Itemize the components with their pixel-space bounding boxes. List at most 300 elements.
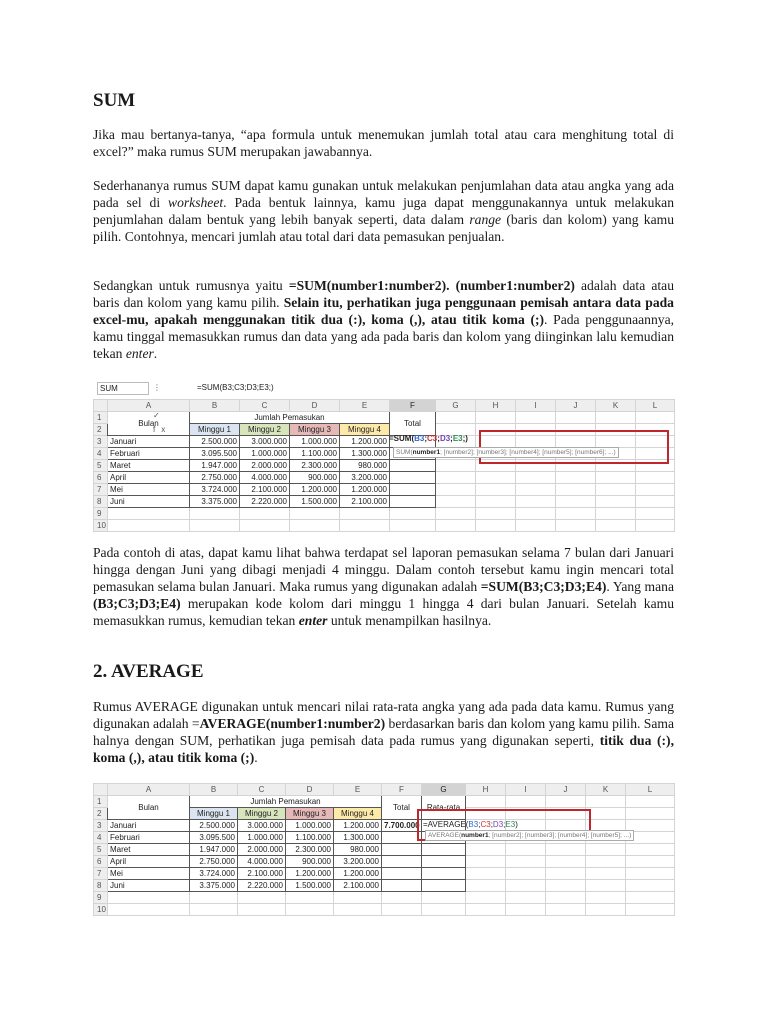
row-header[interactable]: 9: [94, 892, 108, 904]
sheet-cell[interactable]: [382, 904, 422, 916]
sheet-cell[interactable]: [436, 520, 476, 532]
paragraph-text: berdasarkan baris dan kolom yang kamu pilih. Sama halnya dengan SUM, perhatikan juga pemisah data pada rumus yang digunakan seperti,: [93, 716, 675, 748]
value-cell[interactable]: 1.000.000: [238, 832, 286, 844]
sheet-cell[interactable]: [586, 880, 626, 892]
paragraph-text: Pada contoh di atas, dapat kamu lihat bahwa terdapat sel laporan pemasukan selama 7 bulan dari Januari hingga dengan Juni yang dibagi menjadi 4 minggu. Dalam contoh tersebut kamu ingin mencari total pemasukan selama bulan Januari. Maka rumus yang digunakan adalah: [93, 545, 674, 594]
table-row: [94, 844, 675, 856]
row-header[interactable]: 7: [94, 868, 108, 880]
sheet-cell[interactable]: [340, 508, 390, 520]
total-cell[interactable]: [390, 484, 436, 496]
value-cell[interactable]: 3.375.000: [190, 496, 240, 508]
sheet-cell[interactable]: [290, 508, 340, 520]
sheet-cell[interactable]: [556, 496, 596, 508]
value-cell[interactable]: 1.000.000: [240, 448, 290, 460]
sheet-cell[interactable]: [596, 496, 636, 508]
formula-part: ;: [450, 434, 453, 443]
sheet-cell[interactable]: [636, 412, 675, 424]
formula-part: ;: [478, 820, 481, 829]
sheet-cell[interactable]: [238, 904, 286, 916]
value-cell[interactable]: 1.000.000: [290, 436, 340, 448]
paragraph-text: Sederhananya rumus SUM dapat kamu gunakan untuk melakukan penjumlahan data atau angka yang ada pada sel di: [93, 178, 674, 210]
sheet-cell[interactable]: [466, 796, 506, 808]
sheet-cell[interactable]: [466, 856, 506, 868]
column-header[interactable]: B: [190, 400, 240, 412]
week-header[interactable]: Minggu 3: [290, 424, 340, 436]
rata-cell[interactable]: [422, 880, 466, 892]
sheet-cell[interactable]: [516, 484, 556, 496]
value-cell[interactable]: 980.000: [340, 460, 390, 472]
sheet-cell[interactable]: [240, 520, 290, 532]
value-cell[interactable]: 1.300.000: [334, 832, 382, 844]
tooltip-rest: ; [number2]; [number3]; [number4]; [number5]; ...): [488, 832, 632, 839]
column-header[interactable]: K: [596, 400, 636, 412]
sheet-cell[interactable]: [636, 508, 675, 520]
sheet-cell[interactable]: [238, 892, 286, 904]
header-jumlah[interactable]: Jumlah Pemasukan: [190, 796, 382, 808]
total-cell[interactable]: [382, 880, 422, 892]
value-cell[interactable]: 2.100.000: [240, 484, 290, 496]
column-header[interactable]: I: [506, 784, 546, 796]
total-cell[interactable]: [390, 472, 436, 484]
value-cell[interactable]: 2.500.000: [190, 820, 238, 832]
sheet-cell[interactable]: [190, 508, 240, 520]
sheet-cell[interactable]: [382, 892, 422, 904]
column-header[interactable]: D: [286, 784, 334, 796]
sheet-cell[interactable]: [586, 868, 626, 880]
name-box: SUM: [97, 382, 149, 395]
column-header[interactable]: C: [240, 400, 290, 412]
column-header[interactable]: H: [476, 400, 516, 412]
formula-part: ;: [424, 434, 428, 443]
sheet-cell[interactable]: [626, 796, 675, 808]
sheet-cell[interactable]: [108, 508, 190, 520]
total-cell[interactable]: [382, 868, 422, 880]
sheet-cell[interactable]: [596, 520, 636, 532]
sheet-cell[interactable]: [596, 472, 636, 484]
value-cell[interactable]: 3.200.000: [340, 472, 390, 484]
sheet-cell[interactable]: [240, 508, 290, 520]
paragraph-text: merupakan kode kolom dari minggu 1 hingga 4 dari bulan Januari. Setelah kamu memasukkan rumus, kemudian tekan: [93, 596, 674, 628]
sheet-cell[interactable]: [626, 880, 675, 892]
sheet-cell[interactable]: [546, 796, 586, 808]
formula-part: B3: [414, 434, 425, 443]
sheet-cell[interactable]: [436, 484, 476, 496]
table-row: [94, 484, 675, 496]
formula-part: =AVERAGE(: [423, 820, 469, 829]
value-cell[interactable]: 2.750.000: [190, 472, 240, 484]
sheet-cell[interactable]: [286, 904, 334, 916]
value-cell[interactable]: 3.200.000: [334, 856, 382, 868]
row-header[interactable]: 3: [94, 436, 108, 448]
sheet-cell[interactable]: [506, 880, 546, 892]
formula-bar-icons: ⋮ ✓ fx: [153, 383, 172, 434]
bold-separator-note: Selain itu, perhatikan juga penggunaan pemisah antara data pada excel-mu, apakah menggunakan titik dua (:), koma (,), atau titik koma (;): [93, 295, 674, 327]
sheet-cell[interactable]: [516, 508, 556, 520]
cell-formula: [389, 434, 468, 443]
value-cell[interactable]: 1.500.000: [290, 496, 340, 508]
column-header[interactable]: F: [390, 400, 436, 412]
month-cell[interactable]: Mei: [108, 868, 190, 880]
sheet-grid: [93, 399, 675, 532]
row-header[interactable]: 5: [94, 460, 108, 472]
week-header[interactable]: Minggu 3: [286, 808, 334, 820]
week-header[interactable]: Minggu 1: [190, 424, 240, 436]
row-header[interactable]: 6: [94, 856, 108, 868]
sheet-cell[interactable]: [626, 904, 675, 916]
value-cell[interactable]: 4.000.000: [238, 856, 286, 868]
row-header[interactable]: 6: [94, 472, 108, 484]
bold-separator-note: titik dua (:), koma (,), atau titik koma (;): [93, 733, 674, 765]
column-header[interactable]: J: [546, 784, 586, 796]
column-header[interactable]: C: [238, 784, 286, 796]
column-header[interactable]: J: [556, 400, 596, 412]
paragraph-text: .: [153, 346, 158, 361]
sheet-cell[interactable]: [586, 904, 626, 916]
row-header[interactable]: 1: [94, 412, 108, 424]
sheet-cell[interactable]: [436, 460, 476, 472]
value-cell[interactable]: 900.000: [286, 856, 334, 868]
column-header[interactable]: I: [516, 400, 556, 412]
sheet-cell[interactable]: [516, 520, 556, 532]
tooltip-arg: number1: [461, 832, 489, 839]
row-header[interactable]: 7: [94, 484, 108, 496]
sheet-cell[interactable]: [626, 892, 675, 904]
bold-formula: AVERAGE(number1:number2): [199, 716, 386, 731]
sheet-cell[interactable]: [546, 892, 586, 904]
formula-part: E3: [452, 434, 463, 443]
value-cell[interactable]: 3.724.000: [190, 484, 240, 496]
total-cell[interactable]: [382, 832, 422, 844]
value-cell[interactable]: 1.200.000: [286, 868, 334, 880]
paragraph-text: (baris dan kolom) yang kamu pilih. Contohnya, mencari jumlah atau total dari data pemasukan penjualan.: [93, 212, 675, 244]
value-cell[interactable]: 1.200.000: [290, 484, 340, 496]
sheet-cell[interactable]: [436, 508, 476, 520]
sheet-cell[interactable]: [586, 808, 626, 820]
sheet-cell[interactable]: [626, 856, 675, 868]
paragraph-sum-formula: [93, 277, 674, 362]
sheet-cell[interactable]: [436, 412, 476, 424]
column-header[interactable]: F: [382, 784, 422, 796]
sheet-cell[interactable]: [586, 856, 626, 868]
value-cell[interactable]: 1.500.000: [286, 880, 334, 892]
sheet-cell[interactable]: [476, 472, 516, 484]
column-header[interactable]: E: [340, 400, 390, 412]
value-cell[interactable]: 4.000.000: [240, 472, 290, 484]
row-header[interactable]: 4: [94, 448, 108, 460]
row-header[interactable]: 3: [94, 820, 108, 832]
sheet-cell[interactable]: [190, 904, 238, 916]
sheet-cell[interactable]: [556, 484, 596, 496]
column-header[interactable]: E: [334, 784, 382, 796]
formula-part: ;): [462, 434, 468, 443]
paragraph-text: . Pada penggunaannya, kamu tinggal memasukkan rumus dan data yang ada pada baris dan kolom yang diinginkan lalu kemudian tekan: [93, 312, 674, 361]
value-cell[interactable]: 900.000: [290, 472, 340, 484]
sheet-cell[interactable]: [190, 892, 238, 904]
sheet-cell[interactable]: [466, 904, 506, 916]
rata-cell[interactable]: [422, 844, 466, 856]
sheet-cell[interactable]: [636, 472, 675, 484]
value-cell[interactable]: 1.947.000: [190, 460, 240, 472]
value-cell[interactable]: 2.100.000: [238, 868, 286, 880]
corner-cell: [94, 400, 108, 412]
paragraph-text: .: [254, 750, 258, 765]
paragraph-text: Rumus AVERAGE digunakan untuk mencari nilai rata-rata angka yang ada pada data kamu. Rumus yang digunakan adalah =: [93, 699, 674, 731]
column-header[interactable]: D: [290, 400, 340, 412]
paragraph-text: adalah data atau baris dan kolom yang kamu pilih.: [93, 278, 674, 310]
row-header[interactable]: 2: [94, 424, 108, 436]
sheet-cell[interactable]: [506, 892, 546, 904]
sheet-cell[interactable]: [546, 880, 586, 892]
value-cell[interactable]: 2.300.000: [286, 844, 334, 856]
sheet-cell[interactable]: [340, 520, 390, 532]
sheet-cell[interactable]: [596, 484, 636, 496]
total-cell[interactable]: [382, 844, 422, 856]
value-cell[interactable]: 1.100.000: [290, 448, 340, 460]
value-cell[interactable]: 3.000.000: [238, 820, 286, 832]
header-total[interactable]: Total: [382, 796, 422, 820]
sheet-cell[interactable]: [546, 904, 586, 916]
header-total[interactable]: Total: [390, 412, 436, 436]
column-header[interactable]: G: [436, 400, 476, 412]
month-cell[interactable]: Januari: [108, 820, 190, 832]
sheet-cell[interactable]: [506, 796, 546, 808]
value-cell[interactable]: 2.220.000: [240, 496, 290, 508]
column-header[interactable]: A: [108, 400, 190, 412]
value-cell[interactable]: 1.200.000: [334, 820, 382, 832]
value-cell[interactable]: 1.200.000: [334, 868, 382, 880]
sheet-cell[interactable]: [466, 880, 506, 892]
paragraph-sum-example: [93, 544, 674, 629]
header-bulan[interactable]: Bulan: [108, 412, 190, 436]
table-row: [94, 496, 675, 508]
paragraph-text: . Pada bentuk lainnya, kamu juga dapat menggunakannya untuk melakukan penjumlahan dalam bentuk yang lebih banyak seperti, data dalam: [93, 195, 674, 227]
header-bulan[interactable]: Bulan: [108, 796, 190, 820]
paragraph-sum-definition: [93, 177, 674, 245]
row-header[interactable]: 8: [94, 880, 108, 892]
row-header[interactable]: 2: [94, 808, 108, 820]
sheet-cell[interactable]: [422, 904, 466, 916]
column-header[interactable]: L: [636, 400, 675, 412]
value-cell[interactable]: 3.724.000: [190, 868, 238, 880]
sheet-cell[interactable]: [290, 520, 340, 532]
sheet-cell[interactable]: [436, 472, 476, 484]
month-cell[interactable]: Februari: [108, 448, 190, 460]
sheet-cell[interactable]: [334, 892, 382, 904]
week-header[interactable]: Minggu 2: [238, 808, 286, 820]
row-header[interactable]: 5: [94, 844, 108, 856]
value-cell[interactable]: 1.300.000: [340, 448, 390, 460]
sheet-cell[interactable]: [586, 892, 626, 904]
value-cell[interactable]: 1.000.000: [286, 820, 334, 832]
month-cell[interactable]: Maret: [108, 460, 190, 472]
bold-formula: =SUM(number1:number2). (number1:number2): [288, 278, 575, 293]
formula-part: B3: [468, 820, 479, 829]
sheet-cell[interactable]: [108, 892, 190, 904]
section-title-sum: SUM: [93, 90, 136, 111]
row-header[interactable]: 9: [94, 508, 108, 520]
sheet-cell[interactable]: [556, 412, 596, 424]
value-cell[interactable]: 3.375.000: [190, 880, 238, 892]
value-cell[interactable]: 3.095.500: [190, 832, 238, 844]
value-cell[interactable]: 2.220.000: [238, 880, 286, 892]
formula-part: E3: [505, 820, 516, 829]
corner-cell: [94, 784, 108, 796]
sheet-cell[interactable]: [556, 472, 596, 484]
formula-part: ;: [437, 434, 440, 443]
formula-part: D3: [492, 820, 504, 829]
formula-part: =SUM(: [389, 434, 415, 443]
sheet-cell[interactable]: [476, 520, 516, 532]
sheet-cell[interactable]: [546, 868, 586, 880]
month-cell[interactable]: Februari: [108, 832, 190, 844]
sheet-cell[interactable]: [636, 520, 675, 532]
sheet-cell[interactable]: [108, 520, 190, 532]
month-cell[interactable]: Juni: [108, 880, 190, 892]
value-cell[interactable]: 2.100.000: [340, 496, 390, 508]
table-row: [94, 880, 675, 892]
total-cell[interactable]: [382, 856, 422, 868]
value-cell[interactable]: 2.750.000: [190, 856, 238, 868]
row-header[interactable]: 10: [94, 904, 108, 916]
paragraph-intro: [93, 126, 674, 160]
row-header[interactable]: 4: [94, 832, 108, 844]
column-header[interactable]: B: [190, 784, 238, 796]
table-row: [94, 472, 675, 484]
column-header[interactable]: H: [466, 784, 506, 796]
sheet-cell[interactable]: [626, 844, 675, 856]
sheet-cell[interactable]: [596, 412, 636, 424]
week-header[interactable]: Minggu 2: [240, 424, 290, 436]
sheet-cell[interactable]: [516, 412, 556, 424]
sheet-cell[interactable]: [506, 844, 546, 856]
paragraph-text: Sedangkan untuk rumusnya yaitu: [93, 278, 289, 293]
sheet-cell[interactable]: [422, 892, 466, 904]
header-rata[interactable]: Rata-rata: [422, 796, 466, 820]
value-cell[interactable]: 2.300.000: [290, 460, 340, 472]
value-cell[interactable]: 3.095.500: [190, 448, 240, 460]
column-header[interactable]: K: [586, 784, 626, 796]
sheet-cell[interactable]: [556, 508, 596, 520]
week-header[interactable]: Minggu 1: [190, 808, 238, 820]
sheet-cell[interactable]: [586, 844, 626, 856]
month-cell[interactable]: Maret: [108, 844, 190, 856]
value-cell[interactable]: 1.200.000: [340, 436, 390, 448]
month-cell[interactable]: Mei: [108, 484, 190, 496]
value-cell[interactable]: 980.000: [334, 844, 382, 856]
tooltip-fn: SUM(: [396, 449, 413, 456]
sheet-cell[interactable]: [546, 856, 586, 868]
value-cell[interactable]: 2.000.000: [238, 844, 286, 856]
sheet-cell[interactable]: [476, 412, 516, 424]
italic-term-enter: enter: [298, 613, 328, 628]
formula-part: C3: [427, 434, 438, 443]
sheet-cell[interactable]: [586, 796, 626, 808]
tooltip-arg: number1: [412, 449, 441, 456]
row-header[interactable]: 8: [94, 496, 108, 508]
sheet-cell[interactable]: [390, 508, 436, 520]
sheet-cell[interactable]: [546, 844, 586, 856]
month-cell[interactable]: Juni: [108, 496, 190, 508]
formula-part: ;: [503, 820, 506, 829]
formula-part: ;: [490, 820, 493, 829]
total-cell[interactable]: [390, 460, 436, 472]
row-header[interactable]: 1: [94, 796, 108, 808]
total-cell[interactable]: 7.700.000: [382, 820, 422, 832]
week-header[interactable]: Minggu 4: [340, 424, 390, 436]
column-header[interactable]: L: [626, 784, 675, 796]
sheet-cell[interactable]: [108, 904, 190, 916]
tooltip-rest: ; [number2]; [number3]; [number4]; [number5]; [number6]; ...): [440, 449, 616, 456]
sheet-cell[interactable]: [390, 520, 436, 532]
sheet-cell[interactable]: [476, 496, 516, 508]
italic-term-range: range: [469, 212, 502, 227]
value-cell[interactable]: 1.100.000: [286, 832, 334, 844]
sheet-grid: [93, 783, 675, 916]
total-cell[interactable]: [390, 496, 436, 508]
sheet-cell[interactable]: [466, 868, 506, 880]
value-cell[interactable]: 2.500.000: [190, 436, 240, 448]
rata-cell[interactable]: [422, 856, 466, 868]
row-header[interactable]: 10: [94, 520, 108, 532]
italic-term-worksheet: worksheet: [168, 195, 224, 210]
section-title-average: 2. AVERAGE: [93, 661, 204, 682]
cell-formula: [423, 820, 518, 829]
column-header[interactable]: A: [108, 784, 190, 796]
month-cell[interactable]: April: [108, 856, 190, 868]
sheet-cell[interactable]: [476, 484, 516, 496]
formula-part: C3: [480, 820, 491, 829]
column-header[interactable]: G: [422, 784, 466, 796]
formula-part: D3: [439, 434, 451, 443]
average-spreadsheet-screenshot: [93, 783, 674, 914]
sheet-cell[interactable]: [626, 808, 675, 820]
sheet-cell[interactable]: [556, 520, 596, 532]
sheet-cell[interactable]: [466, 892, 506, 904]
value-cell[interactable]: 1.200.000: [340, 484, 390, 496]
sum-spreadsheet-screenshot: [93, 381, 674, 530]
sheet-cell[interactable]: [516, 472, 556, 484]
sheet-cell[interactable]: [476, 508, 516, 520]
value-cell[interactable]: 1.947.000: [190, 844, 238, 856]
sheet-cell[interactable]: [626, 868, 675, 880]
value-cell[interactable]: 2.100.000: [334, 880, 382, 892]
table-row: [94, 868, 675, 880]
bold-formula: =SUM(B3;C3;D3;E4): [480, 579, 607, 594]
sheet-cell[interactable]: [636, 496, 675, 508]
paragraph-average: [93, 698, 674, 766]
sheet-cell[interactable]: [506, 856, 546, 868]
sheet-cell[interactable]: [436, 496, 476, 508]
sheet-cell[interactable]: [506, 868, 546, 880]
sheet-cell[interactable]: [190, 520, 240, 532]
paragraph-text: Jika mau bertanya-tanya, “apa formula untuk menemukan jumlah total atau cara menghitung total di excel?” maka rumus SUM merupakan jawabannya.: [93, 127, 674, 159]
header-jumlah[interactable]: Jumlah Pemasukan: [190, 412, 390, 424]
sheet-cell[interactable]: [596, 508, 636, 520]
sheet-cell[interactable]: [636, 484, 675, 496]
sheet-cell[interactable]: [286, 892, 334, 904]
sheet-cell[interactable]: [516, 496, 556, 508]
sheet-cell[interactable]: [334, 904, 382, 916]
paragraph-text: untuk menampilkan hasilnya.: [327, 613, 492, 628]
rata-cell[interactable]: [422, 868, 466, 880]
month-cell[interactable]: April: [108, 472, 190, 484]
sheet-cell[interactable]: [466, 844, 506, 856]
value-cell[interactable]: 3.000.000: [240, 436, 290, 448]
sheet-cell[interactable]: [506, 904, 546, 916]
month-cell[interactable]: Januari: [108, 436, 190, 448]
week-header[interactable]: Minggu 4: [334, 808, 382, 820]
value-cell[interactable]: 2.000.000: [240, 460, 290, 472]
